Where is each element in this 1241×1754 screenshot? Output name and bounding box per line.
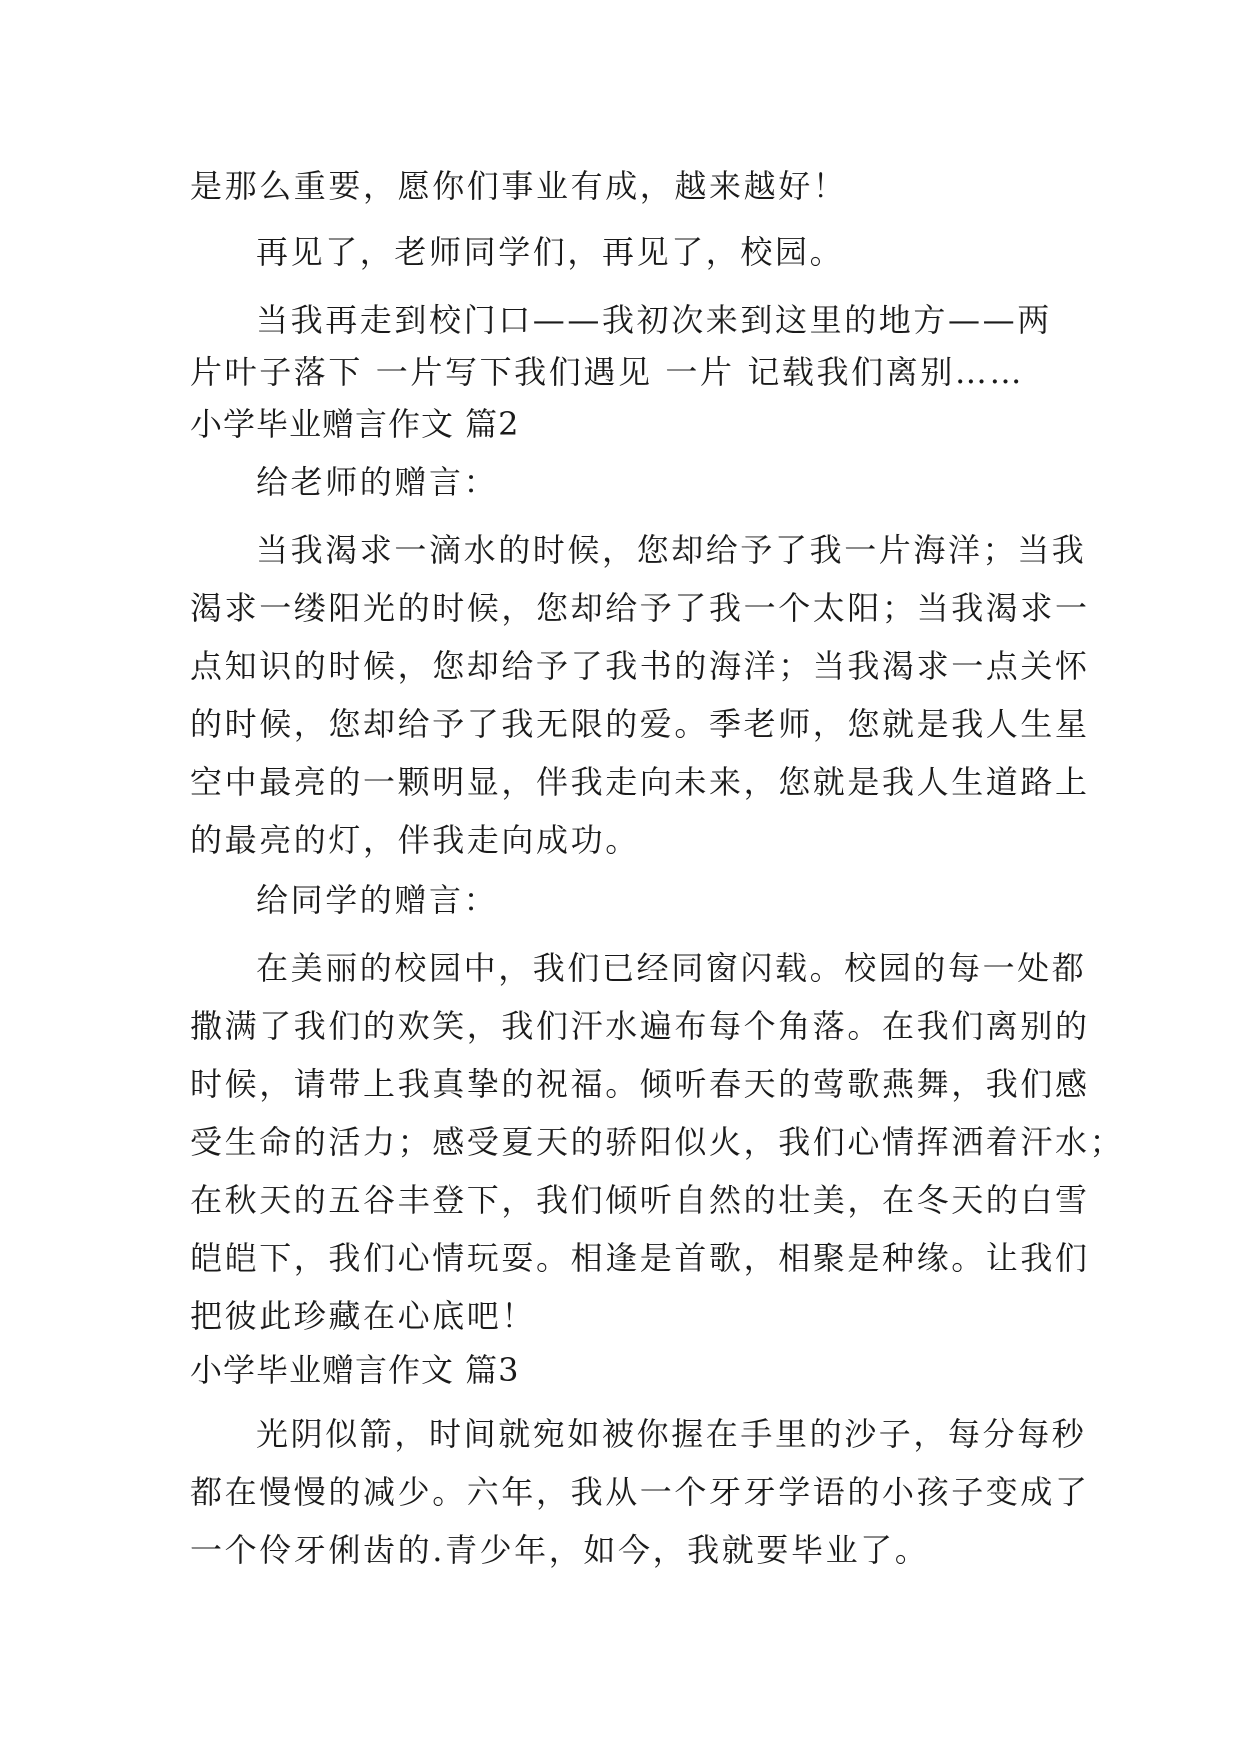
paragraph-line: 点知识的时候，您却给予了我书的海洋；当我渴求一点关怀: [190, 647, 1090, 685]
paragraph-line: 撒满了我们的欢笑，我们汗水遍布每个角落。在我们离别的: [190, 1007, 1090, 1045]
paragraph-line: 时候，请带上我真挚的祝福。倾听春天的莺歌燕舞，我们感: [190, 1065, 1090, 1103]
paragraph-line: 的最亮的灯，伴我走向成功。: [190, 821, 640, 859]
paragraph-line: 空中最亮的一颗明显，伴我走向未来，您就是我人生道路上: [190, 763, 1090, 801]
paragraph-line: 片叶子落下 一片写下我们遇见 一片 记载我们离别……: [190, 353, 1025, 391]
paragraph-line: 给同学的赠言：: [256, 881, 499, 919]
paragraph-line: 在秋天的五谷丰登下，我们倾听自然的壮美，在冬天的白雪: [190, 1181, 1090, 1219]
paragraph-line: 是那么重要，愿你们事业有成，越来越好！: [190, 167, 848, 205]
paragraph-line: 一个伶牙俐齿的.青少年，如今，我就要毕业了。: [190, 1531, 930, 1569]
paragraph-line: 当我渴求一滴水的时候，您却给予了我一片海洋；当我: [256, 531, 1087, 569]
paragraph-line: 给老师的赠言：: [256, 463, 499, 501]
paragraph-line: 的时候，您却给予了我无限的爱。季老师，您就是我人生星: [190, 705, 1090, 743]
paragraph-line: 渴求一缕阳光的时候，您却给予了我一个太阳；当我渴求一: [190, 589, 1090, 627]
paragraph-line: 光阴似箭，时间就宛如被你握在手里的沙子，每分每秒: [256, 1415, 1087, 1453]
paragraph-line: 再见了，老师同学们，再见了，校园。: [256, 233, 845, 271]
section-heading: 小学毕业赠言作文 篇2: [190, 405, 520, 443]
paragraph-line: 在美丽的校园中，我们已经同窗闪载。校园的每一处都: [256, 949, 1087, 987]
paragraph-line: 把彼此珍藏在心底吧！: [190, 1297, 537, 1335]
paragraph-line: 皑皑下，我们心情玩耍。相逢是首歌，相聚是种缘。让我们: [190, 1239, 1090, 1277]
paragraph-line: 都在慢慢的减少。六年，我从一个牙牙学语的小孩子变成了: [190, 1473, 1090, 1511]
paragraph-line: 当我再走到校门口——我初次来到这里的地方——两: [256, 301, 1052, 339]
paragraph-line: 受生命的活力；感受夏天的骄阳似火，我们心情挥洒着汗水；: [190, 1123, 1125, 1161]
section-heading: 小学毕业赠言作文 篇3: [190, 1351, 520, 1389]
